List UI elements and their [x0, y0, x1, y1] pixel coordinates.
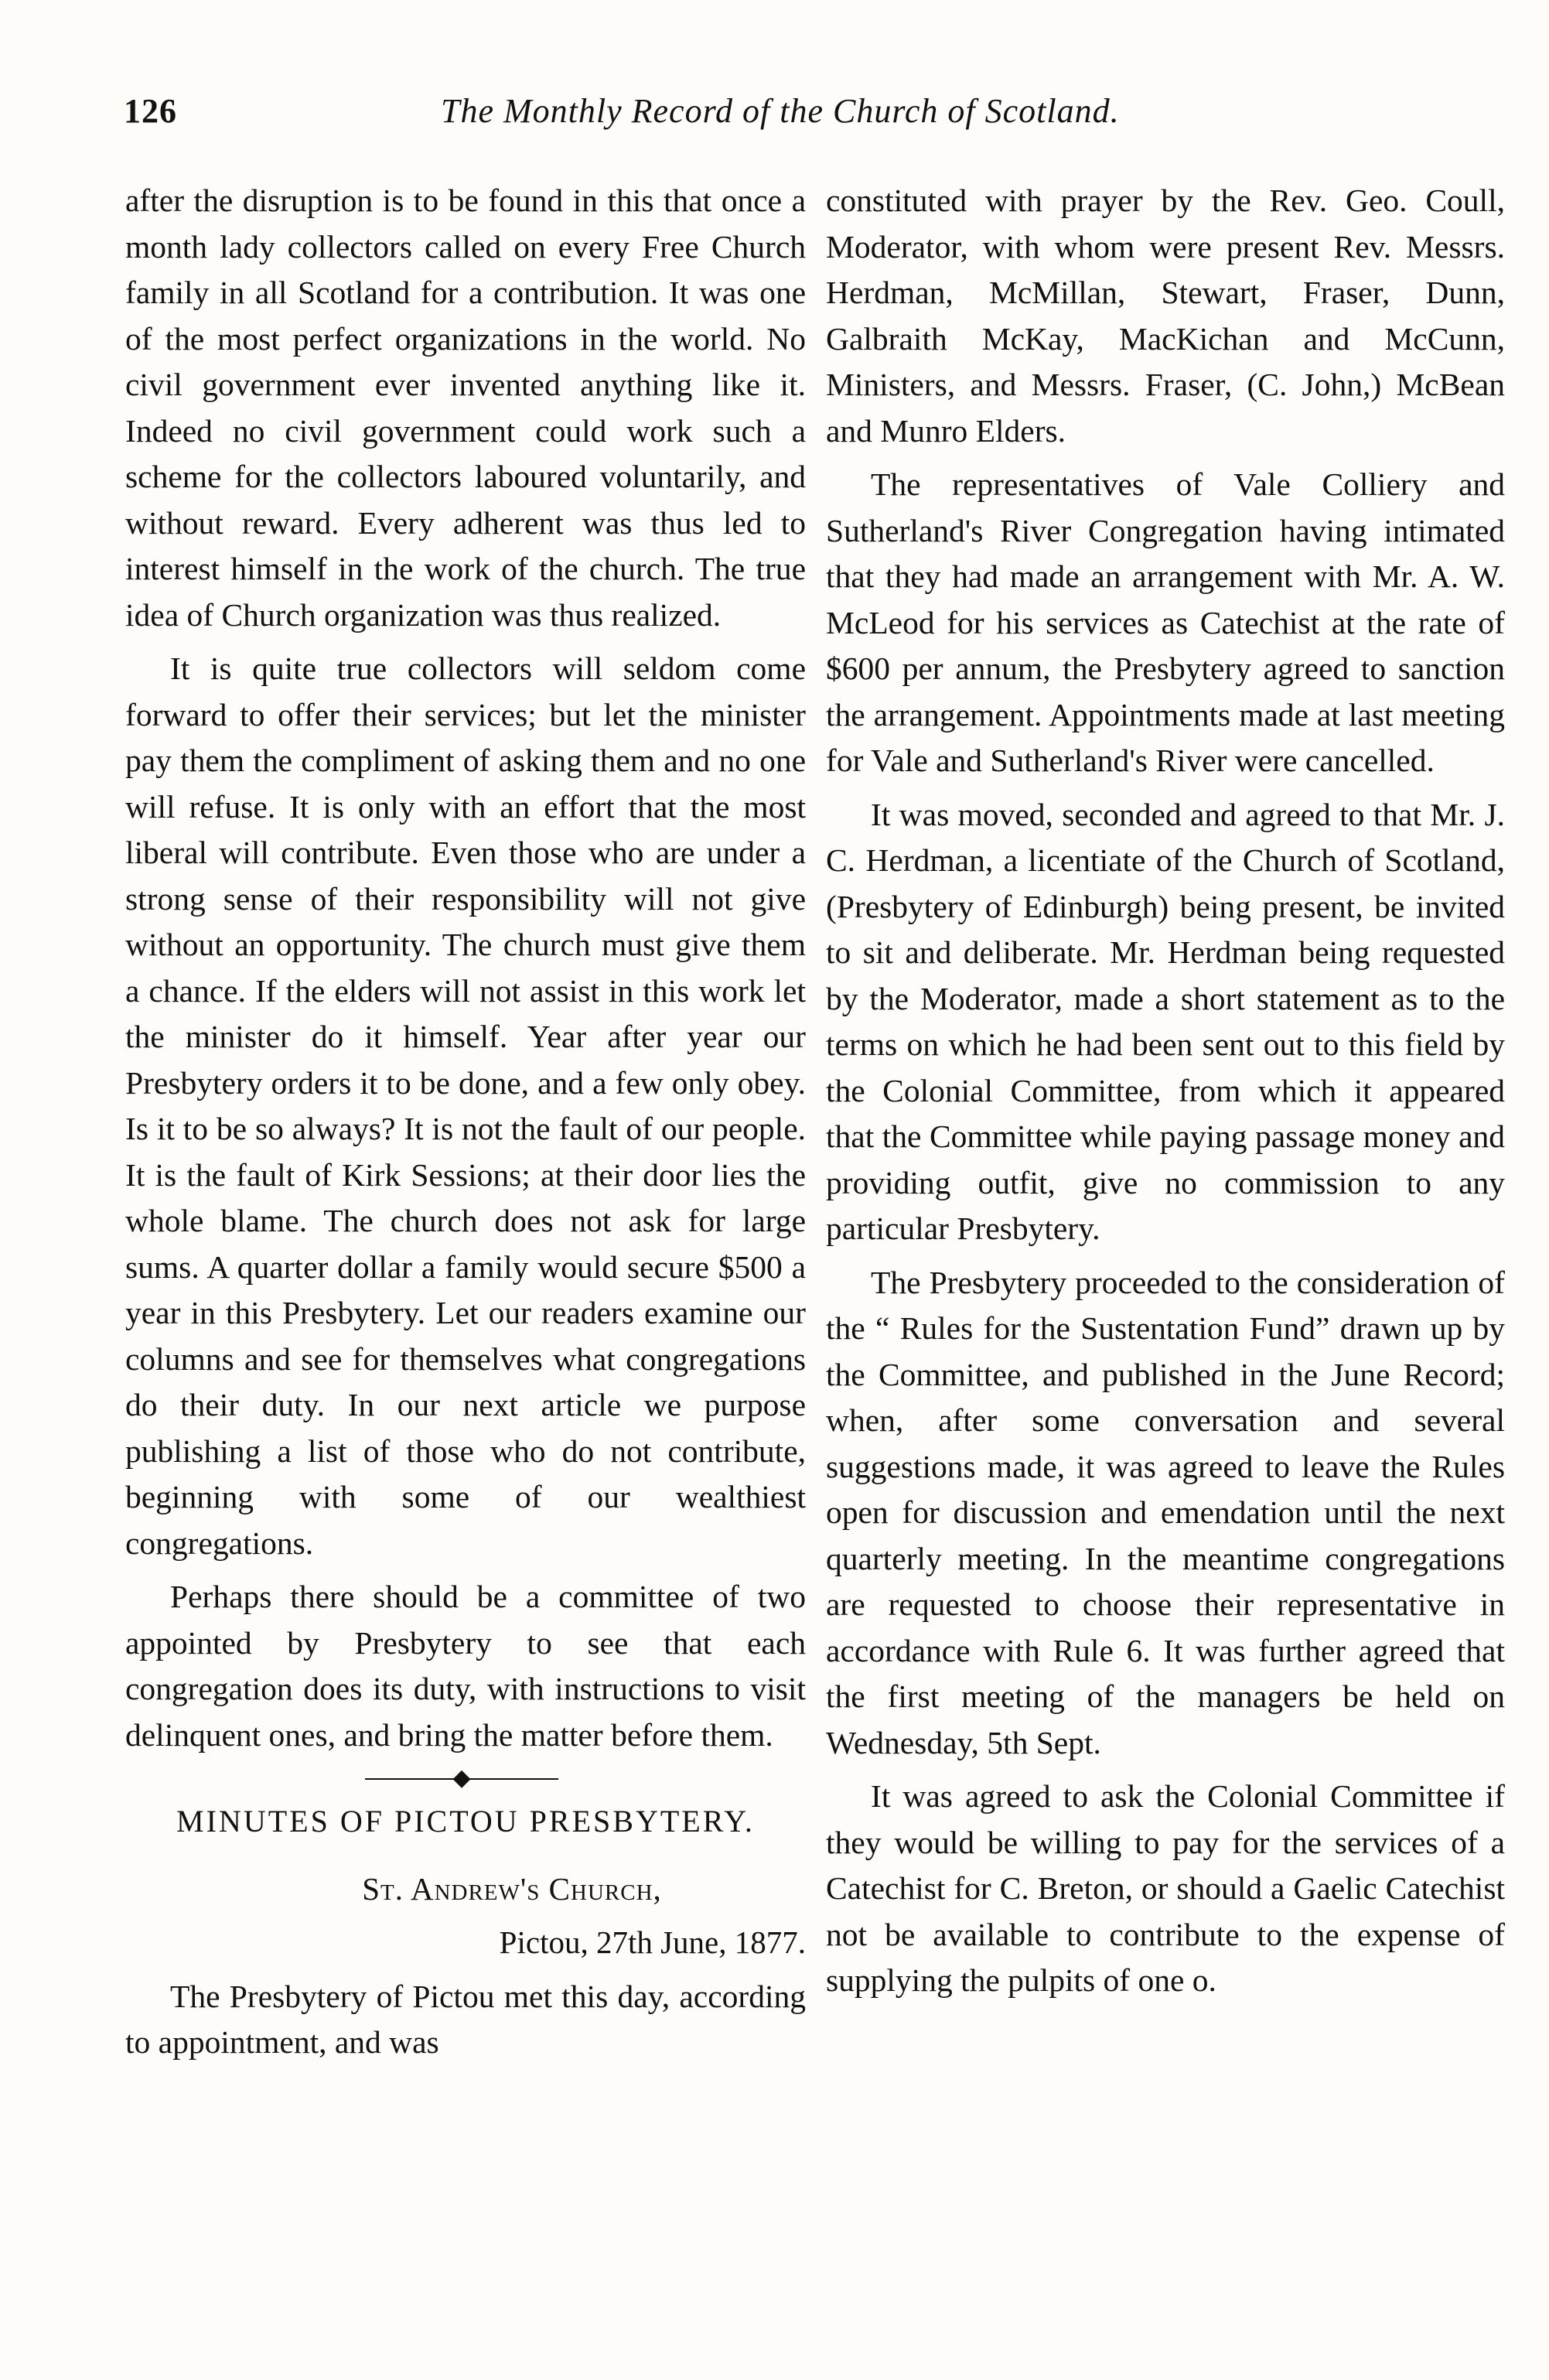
right-paragraph-5: It was agreed to ask the Colonial Committee if they would be willing to pay for the services of a Catechist for C. Breton, or should a Gaelic Catechist not be available to contribute to the expense of supplying the pulpits of one o. [826, 1778, 1505, 1998]
left-column [125, 178, 806, 2074]
running-title: The Monthly Record of the Church of Scotland. [441, 92, 1120, 130]
right-paragraph-3: It was moved, seconded and agreed to that Mr. J. C. Herdman, a licentiate of the Church of Scotland, (Presbytery of Edinburgh) being present, be invited to sit and deliberate. Mr. Herdman being requested by the Moderator, made a short statement as to the terms on which he had been sent out to this field by the Colonial Committee, from which it appeared that the Committee while paying passage money and providing outfit, give no commission to any particular Presbytery. [826, 796, 1505, 1246]
left-paragraph-1: after the disruption is to be found in this that once a month lady collectors called on every Free Church family in all Scotland for a contribution. It was one of the most perfect organizations in the world. No civil government ever invented anything like it. Indeed no civil government could work such a scheme for the collectors laboured voluntarily, and without reward. Every adherent was thus led to interest himself in the work of the church. The true idea of Church organization was thus realized. [125, 183, 806, 633]
right-paragraph-4: The Presbytery proceeded to the consideration of the “ Rules for the Sustentation Fund” drawn up by the Committee, and published in the June Record; when, after some conversation and several suggestions made, it was agreed to leave the Rules open for discussion and emendation until the next quarterly meeting. In the meantime congregations are requested to choose their representative in accordance with Rule 6. It was further agreed that the first meeting of the managers be held on Wednesday, 5th Sept. [826, 1264, 1505, 1760]
left-paragraph-4: The Presbytery of Pictou met this day, according to appointment, and was [125, 1978, 806, 2060]
dateline-church: St. Andrew's Church, [362, 1870, 662, 1907]
right-paragraph-1: constituted with prayer by the Rev. Geo. Coull, Moderator, with whom were present Rev. Messrs. Herdman, McMillan, Stewart, Fraser, Dunn, Galbraith McKay, MacKichan and McCunn, Ministers, and Messrs. Fraser, (C. John,) McBean and Munro Elders. [826, 183, 1505, 449]
left-paragraph-3: Perhaps there should be a committee of two appointed by Presbytery to see that each congregation does its duty, with instructions to visit delinquent ones, and bring the matter before them. [125, 1579, 806, 1753]
dateline-place: Pictou, 27th June, 1877. [499, 1924, 806, 1960]
page-header [124, 91, 1392, 145]
left-paragraph-2: It is quite true collectors will seldom come forward to offer their services; but let the minister pay them the compliment of asking them and no one will refuse. It is only with an effort that the most liberal will contribute. Even those who are under a strong sense of their responsibility will not give without an opportunity. The church must give them a chance. If the elders will not assist in this work let the minister do it himself. Year after year our Presbytery orders it to be done, and a few only obey. Is it to be so always? It is not the fault of our people. It is the fault of Kirk Sessions; at their door lies the whole blame. The church does not ask for large sums. A quarter dollar a family would secure $500 a year in this Presbytery. Let our readers examine our columns and see for themselves what congregations do their duty. In our next article we purpose publishing a list of those who do not contribute, beginning with some of our wealthiest congregations. [125, 650, 806, 1561]
page-number: 126 [124, 92, 177, 130]
section-divider [125, 1766, 806, 1791]
right-column [826, 178, 1505, 2012]
right-paragraph-2: The representatives of Vale Colliery and Sutherland's River Congregation having intimated that they had made an arrangement with Mr. A. W. McLeod for his services as Catechist at the rate of $600 per annum, the Presbytery agreed to sanction the arrangement. Appointments made at last meeting for Vale and Sutherland's River were cancelled. [826, 466, 1505, 778]
divider-ornament: ◆ [452, 1765, 471, 1791]
section-heading: MINUTES OF PICTOU PRESBYTERY. [176, 1804, 755, 1839]
